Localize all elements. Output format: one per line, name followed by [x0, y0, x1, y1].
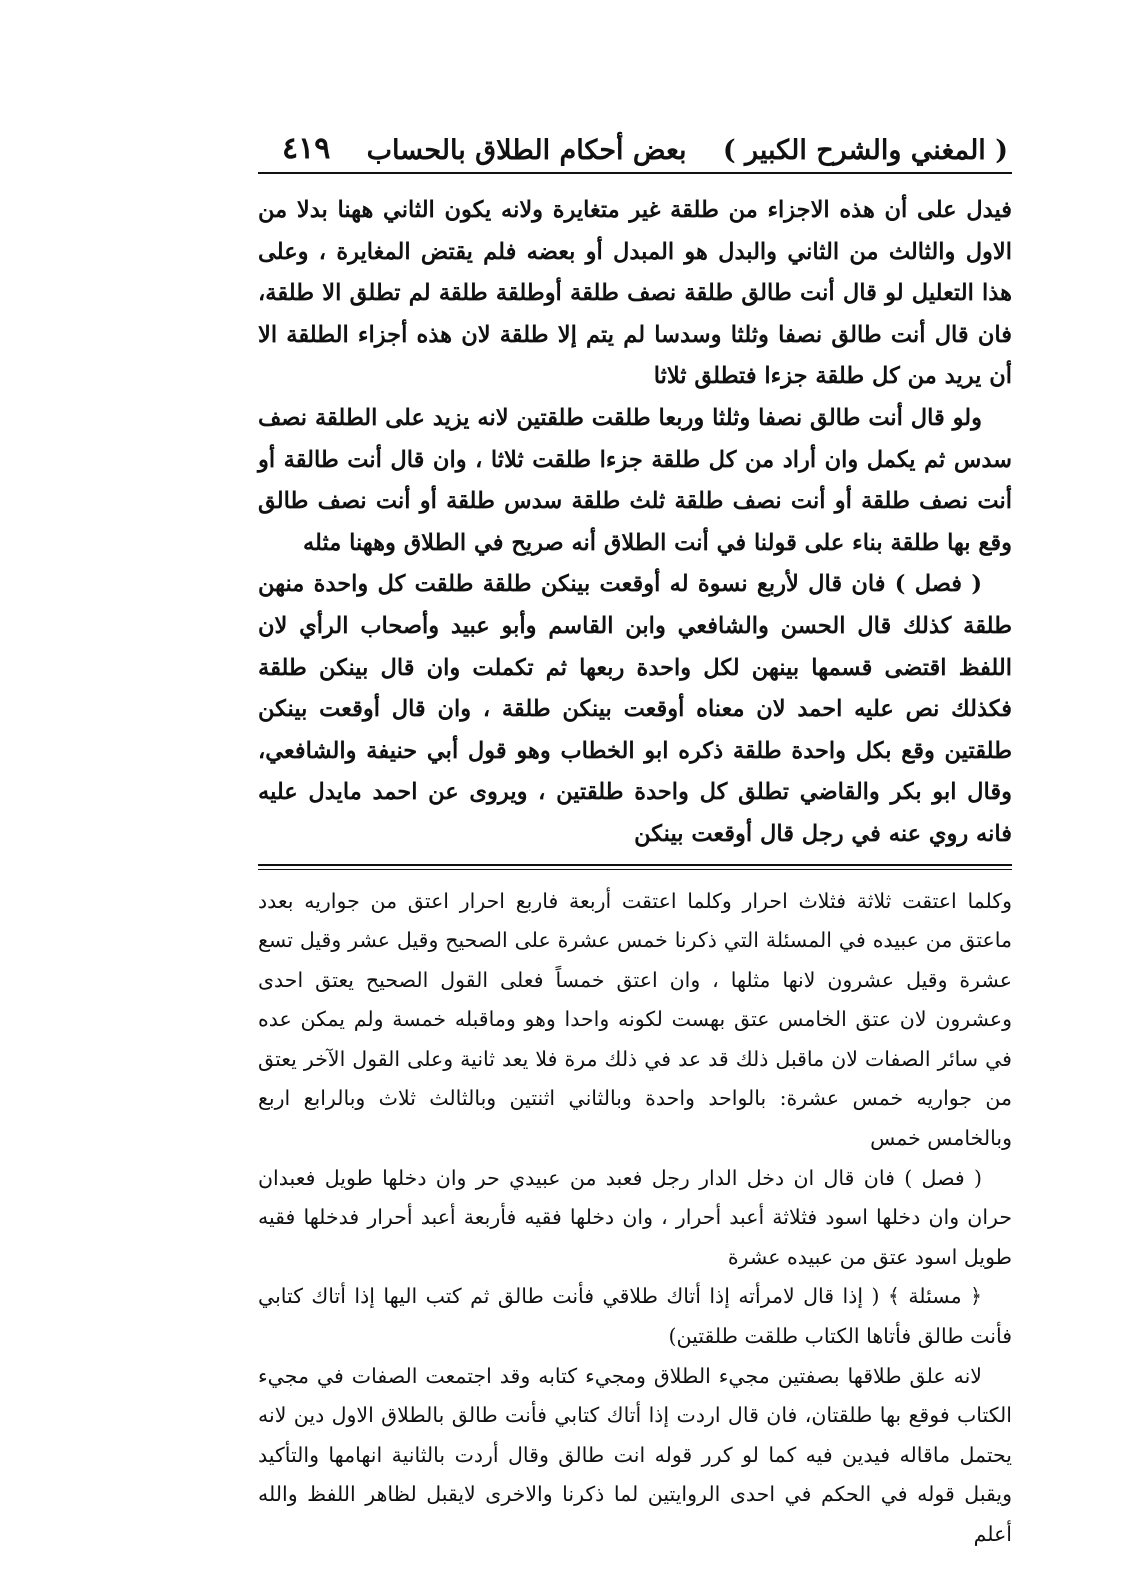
chapter-title: بعض أحكام الطلاق بالحساب	[366, 135, 687, 166]
book-title: ( المغني والشرح الكبير )	[722, 135, 1008, 166]
paragraph: ( فصل ) فان قال لأربع نسوة له أوقعت بينكن طلقة طلقت كل واحدة منهن طلقة كذلك قال الحسن والشافعي وابن القاسم وأبو عبيد وأصحاب الرأي لان اللفظ اقتضى قسمها بينهن لكل واحدة ربعها ثم تكملت وان قال بينكن طلقة فكذلك نص عليه احمد لان معناه أوقعت بينكن طلقة ، وان قال أوقعت بينكن طلقتين وقع بكل واحدة طلقة ذكره ابو الخطاب وهو قول أبي حنيفة والشافعي، وقال ابو بكر والقاضي تطلق كل واحدة طلقتين ، ويروى عن احمد مايدل عليه فانه روي عنه في رجل قال أوقعت بينكن	[258, 571, 1012, 847]
paragraph: ولو قال أنت طالق نصفا وثلثا وربعا طلقت طلقتين لانه يزيد على الطلقة نصف سدس ثم يكمل وان أراد من كل طلقة جزءا طلقت ثلاثا ، وان قال أنت طالقة أو أنت نصف طلقة أو أنت نصف طلقة ثلث طلقة سدس طلقة أو أنت نصف طالق وقع بها طلقة بناء على قولنا في أنت الطلاق أنه صريح في الطلاق وههنا مثله	[258, 404, 1012, 556]
paragraph: لانه علق طلاقها بصفتين مجيء الطلاق ومجيء كتابه وقد اجتمعت الصفات في مجيء الكتاب فوقع بها طلقتان، فان قال اردت إذا أتاك كتابي فأنت طالق بالطلاق الاول دين لانه يحتمل ماقاله فيدين فيه كما لو كرر قوله انت طالق وقال أردت بالثانية انهامها والتأكيد ويقبل قوله في الحكم في احدى الروايتين لما ذكرنا والاخرى لايقبل لظاهر اللفظ والله أعلم	[258, 1363, 1012, 1546]
running-header	[258, 120, 1012, 174]
paragraph: وكلما اعتقت ثلاثة فثلاث احرار وكلما اعتقت أربعة فاربع احرار اعتق من جواريه بعدد ماعتق من عبيده في المسئلة التي ذكرنا خمس عشرة على الصحيح وقيل عشر وقيل تسع عشرة وقيل عشرون لانها مثلها ، وان اعتق خمساً فعلى القول الصحيح يعتق احدى وعشرون لان عتق الخامس عتق بهست لكونه واحدا وهو وماقبله خمسة ولم يمكن عده في سائر الصفات لان ماقبل ذلك قد عد في ذلك مرة فلا يعد ثانية وعلى القول الآخر يعتق من جواريه خمس عشرة: بالواحد واحدة وبالثاني اثنتين وبالثالث ثلاث وبالرابع اربع وبالخامس خمس	[258, 888, 1012, 1151]
main-text	[258, 190, 1012, 856]
commentary-text	[258, 882, 1012, 1555]
paragraph: ( فصل ) فان قال ان دخل الدار رجل فعبد من عبيدي حر وان دخلها طويل فعبدان حران وان دخلها اسود فثلاثة أعبد أحرار ، وان دخلها فقيه فأربعة أعبد أحرار فدخلها فقيه طويل اسود عتق من عبيده عشرة	[258, 1165, 1012, 1269]
masala-paragraph: ﴿ مسئلة ﴾ ( إذا قال لامرأته إذا أتاك طلاقي فأنت طالق ثم كتب اليها إذا أتاك كتابي فأنت طالق فأتاها الكتاب طلقت طلقتين)	[258, 1284, 1012, 1349]
section-divider	[258, 864, 1012, 870]
paragraph: فيدل على أن هذه الاجزاء من طلقة غير متغايرة ولانه يكون الثاني ههنا بدلا من الاول والثالث من الثاني والبدل هو المبدل أو بعضه فلم يقتض المغايرة ، وعلى هذا التعليل لو قال أنت طالق طلقة نصف طلقة أوطلقة طلقة لم تطلق الا طلقة، فان قال أنت طالق نصفا وثلثا وسدسا لم يتم إلا طلقة لان هذه أجزاء الطلقة الا أن يريد من كل طلقة جزءا فتطلق ثلاثا	[258, 197, 1012, 390]
page-number: ٤١٩	[282, 131, 331, 166]
